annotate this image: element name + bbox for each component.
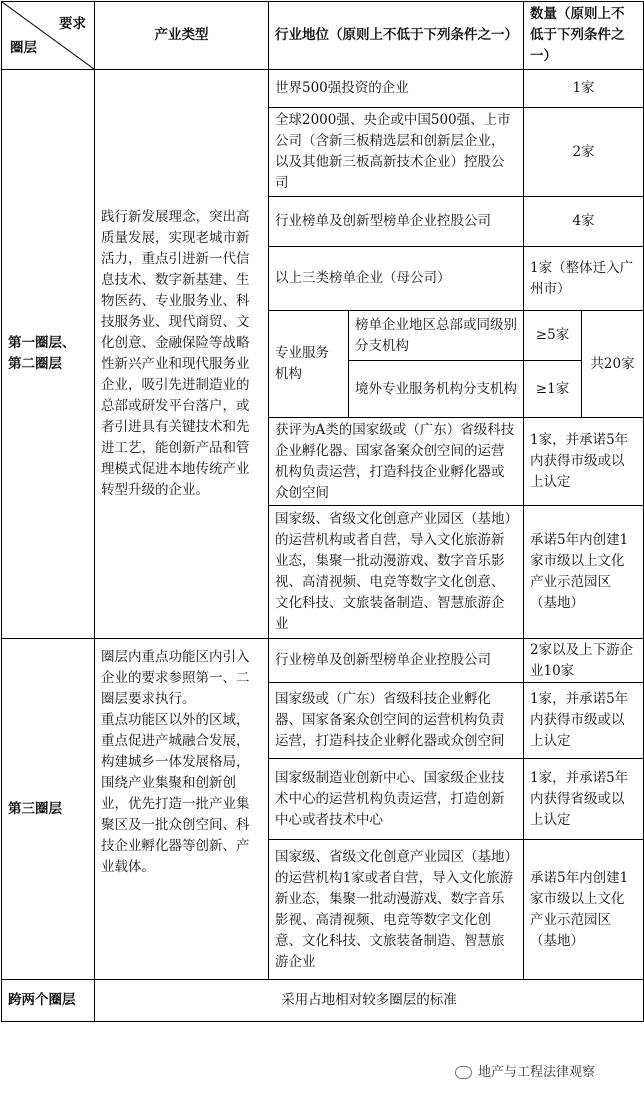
status-cell: 国家级、省级文化创意产业园区（基地）的运营机构或者自营，导入文化旅游新业态，集聚一批动漫游戏、数字音乐影视、高清视频、电竞等数字文化创意、文化科技、文旅装备制造、智慧旅游企业 xyxy=(269,506,524,639)
header-row xyxy=(2,2,644,70)
service-qty-cell: ≥5家 xyxy=(524,311,582,361)
watermark-text: 地产与工程法律观察 xyxy=(478,1065,596,1080)
tier-label: 跨两个圈层 xyxy=(2,980,95,1022)
service-sub-cell: 境外专业服务机构分支机构 xyxy=(349,361,524,418)
quantity-cell: 承诺5年内创建1家市级以上文化产业示范园区（基地） xyxy=(524,840,644,980)
industry-description: 圈层内重点功能区内引入企业的要求参照第一、二圈层要求执行。 重点功能区以外的区域，重点促进产城融合发展，构建城乡一体发展格局，围绕产业集聚和创新创业，优先打造一批产业集聚区及一批众创空间、科技企业孵化器等创新、产业载体。 xyxy=(95,639,269,980)
status-cell: 行业榜单及创新型榜单企业控股公司 xyxy=(269,639,524,683)
service-total-cell: 共20家 xyxy=(582,311,644,418)
quantity-cell: 1家（整体迁入广州市） xyxy=(524,247,644,311)
status-cell: 国家级制造业创新中心、国家级企业技术中心的运营机构负责运营，打造创新中心或者技术中心 xyxy=(269,759,524,840)
wechat-icon xyxy=(455,1066,472,1079)
corner-top-label: 要求 xyxy=(59,16,86,32)
corner-bottom-label: 圈层 xyxy=(10,40,37,56)
status-cell: 以上三类榜单企业（母公司） xyxy=(269,247,524,311)
quantity-cell: 2家以及上下游企业10家 xyxy=(524,639,644,683)
quantity-cell: 1家 xyxy=(524,70,644,108)
quantity-cell: 承诺5年内创建1家市级以上文化产业示范园区（基地） xyxy=(524,506,644,639)
service-institution-label: 专业服务机构 xyxy=(269,311,349,418)
status-cell: 世界500强投资的企业 xyxy=(269,70,524,108)
table-row xyxy=(2,980,644,1022)
status-cell: 国家级或（广东）省级科技企业孵化器、国家备案众创空间的运营机构负责运营，打造科技企业孵化器或众创空间 xyxy=(269,683,524,759)
industry-status-header: 行业地位（原则上不低于下列条件之一） xyxy=(269,2,524,70)
quantity-cell: 2家 xyxy=(524,108,644,197)
service-qty-cell: ≥1家 xyxy=(524,361,582,418)
watermark xyxy=(455,1061,595,1080)
status-cell: 获评为A类的国家级或（广东）省级科技企业孵化器、国家备案众创空间的运营机构负责运营，打造科技企业孵化器或众创空间 xyxy=(269,418,524,506)
requirements-document xyxy=(1,1,643,1022)
status-cell: 全球2000强、央企或中国500强、上市公司（含新三板精选层和创新层企业，以及其他新三板高新技术企业）控股公司 xyxy=(269,108,524,197)
tier-label: 第一圈层、第二圈层 xyxy=(2,70,95,639)
quantity-cell: 1家，并承诺5年内获得市级或以上认定 xyxy=(524,418,644,506)
requirements-table xyxy=(1,1,644,1022)
tier-label: 第三圈层 xyxy=(2,639,95,980)
quantity-cell: 4家 xyxy=(524,197,644,247)
status-cell: 行业榜单及创新型榜单企业控股公司 xyxy=(269,197,524,247)
table-row xyxy=(2,70,644,108)
quantity-cell: 1家，并承诺5年内获得省级或以上认定 xyxy=(524,759,644,840)
quantity-header: 数量（原则上不低于下列条件之一） xyxy=(524,2,644,70)
table-row xyxy=(2,639,644,683)
service-sub-cell: 榜单企业地区总部或同级别分支机构 xyxy=(349,311,524,361)
corner-header-cell xyxy=(2,2,95,70)
industry-description: 践行新发展理念，突出高质量发展，实现老城市新活力，重点引进新一代信息技术、数字新基建、生物医药、专业服务业、科技服务业、现代商贸、文化创意、金融保险等战略性新兴产业和现代服务业企业，吸引先进制造业的总部或研发平台落户，或者引进具有关键技术和先进工艺，能创新产品和管理模式促进本地传统产业转型升级的企业。 xyxy=(95,70,269,639)
cross-tier-description: 采用占地相对较多圈层的标准 xyxy=(95,980,644,1022)
quantity-cell: 1家，并承诺5年内获得市级或以上认定 xyxy=(524,683,644,759)
industry-type-header: 产业类型 xyxy=(95,2,269,70)
status-cell: 国家级、省级文化创意产业园区（基地）的运营机构1家或者自营，导入文化旅游新业态，集聚一批动漫游戏、数字音乐影视、高清视频、电竞等数字文化创意、文化科技、文旅装备制造、智慧旅游企业 xyxy=(269,840,524,980)
